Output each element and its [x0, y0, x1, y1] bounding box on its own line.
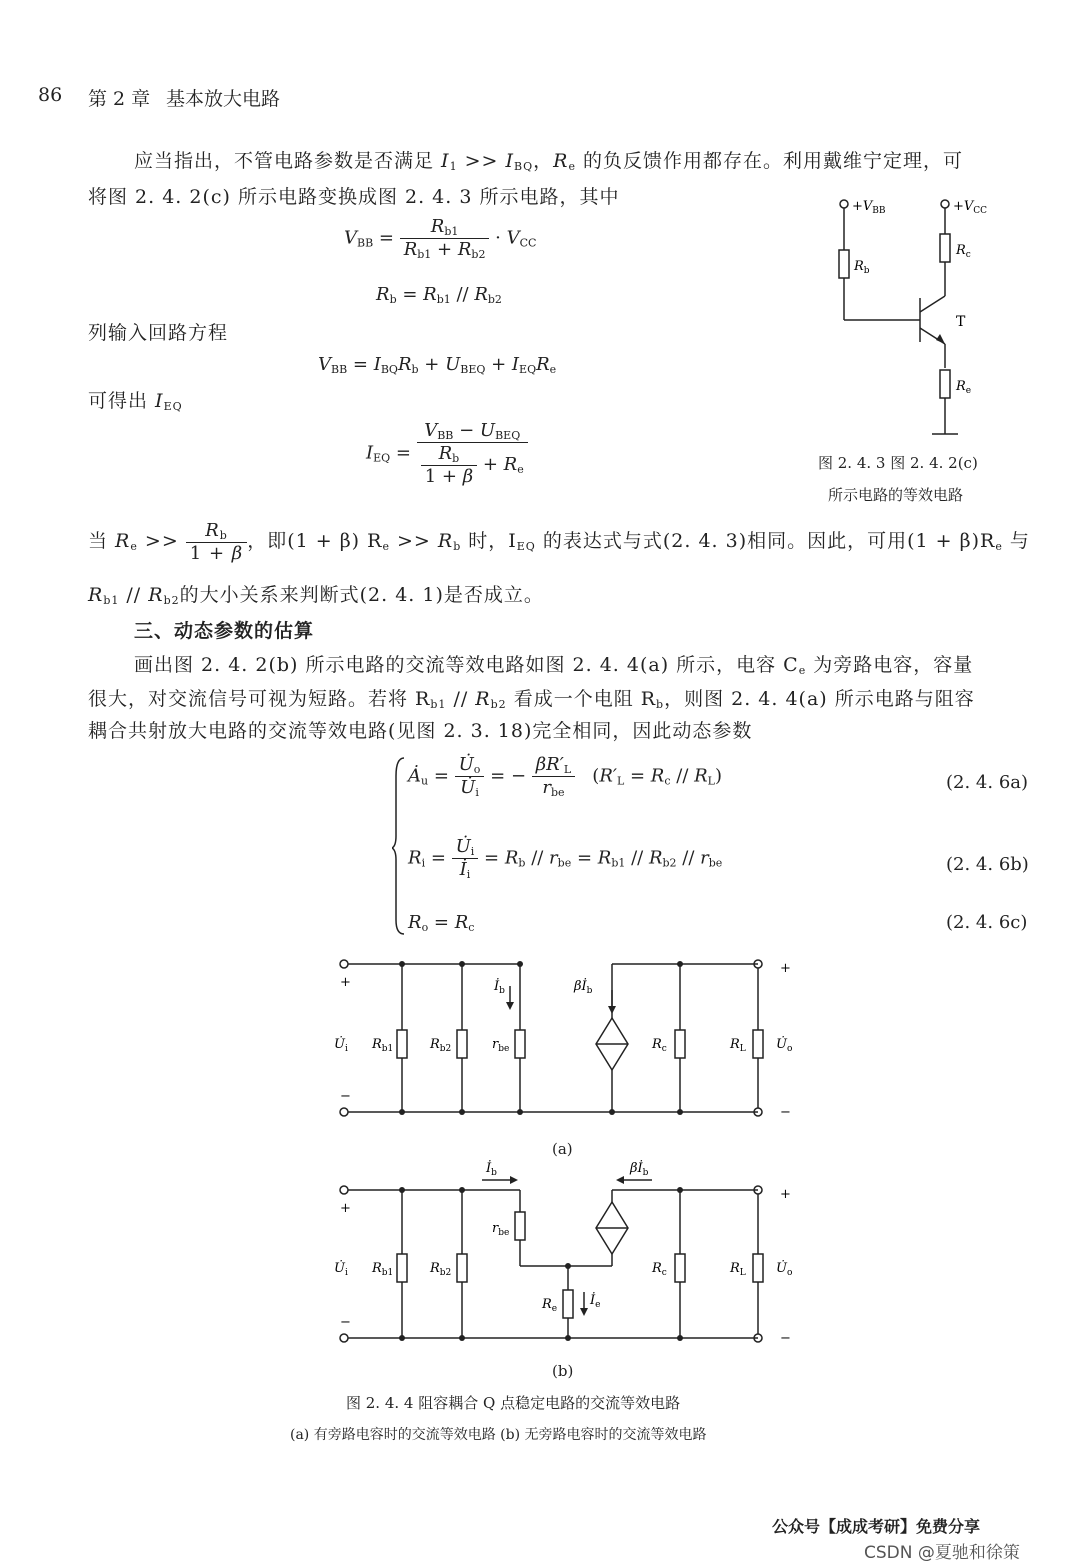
equation-number-6b: (2. 4. 6b) — [946, 854, 1029, 875]
paragraph-1-line-2: 将图 2. 4. 2(c) 所示电路变换成图 2. 4. 3 所示电路，其中 — [88, 186, 620, 208]
transistor-label: T — [956, 314, 966, 330]
label-derive-ieq: 可得出 $I_{EQ}$ — [88, 390, 183, 413]
svg-text:−: − — [340, 1315, 351, 1330]
svg-text:U̇o: $U̇_o$ — [776, 1037, 793, 1054]
svg-text:Rc: $R_c$ — [652, 1037, 667, 1054]
svg-text:Rc: $R_c$ — [652, 1261, 667, 1278]
svg-text:βİb: $\beta İ_b$ — [630, 1161, 649, 1178]
page-number: 86 — [38, 84, 63, 106]
formula-rb: $R_b = R_{b1} // R_{b2}$ — [376, 284, 502, 306]
svg-text:+: + — [340, 975, 351, 990]
svg-text:RL: $R_L$ — [730, 1261, 746, 1278]
figure-2-4-4-b-circuit — [330, 1150, 810, 1350]
formula-input-loop: $V_{BB} = I_{BQ}R_b + U_{BEQ} + I_{EQ}R_e$ — [318, 354, 557, 376]
footer-share-note: 公众号【成成考研】免费分享 — [772, 1517, 981, 1536]
figure-2-4-4-a-label: (a) — [552, 1140, 573, 1158]
chapter-title: 基本放大电路 — [166, 88, 281, 110]
equation-number-6a: (2. 4. 6a) — [946, 772, 1029, 793]
svg-text:Rb1: $R_{b1}$ — [372, 1037, 394, 1054]
figure-2-4-3-caption-line-1: 图 2. 4. 3 图 2. 4. 2(c) — [818, 454, 978, 472]
figure-2-4-4-a-circuit — [330, 950, 810, 1130]
svg-text:βİb: $\beta İ_b$ — [574, 979, 593, 996]
svg-text:Rb: $R_b$ — [854, 259, 870, 276]
svg-text:+VBB: $+V_{BB}$ — [852, 199, 886, 216]
figure-2-4-4-subcaption: (a) 有旁路电容时的交流等效电路 (b) 无旁路电容时的交流等效电路 — [290, 1427, 707, 1443]
svg-text:İb: $İ_b$ — [486, 1161, 497, 1178]
section-3-title: 三、动态参数的估算 — [134, 620, 315, 642]
equation-ri: $R_i$ = $\frac{U̇_i}{İ_i}$ = $R_b // r_{be} = R_{b1} // R_{b2} // r_{be}$ — [408, 836, 723, 881]
svg-text:Re: $R_e$ — [956, 379, 972, 396]
svg-text:RL: $R_L$ — [730, 1037, 746, 1054]
formula-vbb: $V_{BB}$ = $\frac{R_{b1}}{R_{b1} + R_{b2}}$ · $V_{CC}$ — [344, 216, 537, 261]
svg-text:Rb1: $R_{b1}$ — [372, 1261, 394, 1278]
svg-text:İe: $İ_e$ — [590, 1293, 601, 1310]
svg-text:U̇i: $U̇_i$ — [334, 1037, 348, 1054]
rb-relation-line: $R_{b1} // R_{b2}$的大小关系来判断式(2. 4. 1)是否成立。 — [88, 584, 544, 607]
svg-text:Re: $R_e$ — [542, 1297, 558, 1314]
svg-text:+VCC: $+V_{CC}$ — [953, 199, 988, 216]
formula-ieq: $I_{EQ}$ = $V_{BB} - U_{BEQ}$ $\frac{R_b}{1 + \beta}$ + $R_e$ — [366, 420, 528, 487]
label-input-loop: 列输入回路方程 — [88, 322, 229, 344]
svg-text:rbe: $r_{be}$ — [492, 1037, 510, 1054]
svg-text:rbe: $r_{be}$ — [492, 1221, 510, 1238]
svg-text:İb: $İ_b$ — [494, 979, 505, 996]
section-3-line-2: 很大，对交流信号可视为短路。若将 $R_{b1} // R_{b2}$ 看成一个电阻 $R_b$，则图 2. 4. 4(a) 所示电路与阻容 — [88, 688, 975, 711]
svg-text:Rb2: $R_{b2}$ — [430, 1037, 452, 1054]
equation-au: $Ȧ_u$ = $\frac{U̇_o}{U̇_i}$ = − $\frac{\beta R'_L}{r_{be}}$ $(R'_L = R_c // R_L)$ — [408, 754, 723, 799]
svg-text:−: − — [780, 1105, 791, 1120]
figure-2-4-4-b-label: (b) — [552, 1362, 574, 1380]
section-3-line-1: 画出图 2. 4. 2(b) 所示电路的交流等效电路如图 2. 4. 4(a) 所示，电容 $C_e$ 为旁路电容，容量 — [134, 654, 974, 677]
svg-text:U̇o: $U̇_o$ — [776, 1261, 793, 1278]
equation-ro: $R_o = R_c$ — [408, 912, 475, 934]
figure-2-4-3-circuit — [820, 190, 1010, 450]
svg-text:+: + — [340, 1201, 351, 1216]
csdn-watermark: CSDN @夏驰和徐策 — [864, 1543, 1020, 1563]
equation-number-6c: (2. 4. 6c) — [946, 912, 1028, 933]
section-3-line-3: 耦合共射放大电路的交流等效电路(见图 2. 3. 18)完全相同，因此动态参数 — [88, 720, 753, 742]
svg-text:Rb2: $R_{b2}$ — [430, 1261, 452, 1278]
figure-2-4-3-caption-line-2: 所示电路的等效电路 — [828, 486, 964, 504]
condition-line: 当 $R_e$ >> $\frac{R_b}{1 + \beta}$ ，即(1 + β) $R_e >> R_b$ 时，$I_{EQ}$ 的表达式与式(2. 4. 3)相同。因此，可用$(1 + \beta)R_e$ 与 — [88, 520, 1030, 564]
svg-text:Rc: $R_c$ — [956, 243, 971, 260]
svg-text:+: + — [780, 1187, 791, 1202]
svg-text:+: + — [780, 961, 791, 976]
paragraph-1-line-1: 应当指出，不管电路参数是否满足 $I_1 >> I_{BQ}$，$R_e$ 的负反馈作用都存在。利用戴维宁定理，可 — [134, 150, 963, 173]
svg-text:U̇i: $U̇_i$ — [334, 1261, 348, 1278]
chapter-number: 第 2 章 — [88, 88, 151, 110]
svg-text:−: − — [780, 1331, 791, 1346]
figure-2-4-4-caption: 图 2. 4. 4 阻容耦合 Q 点稳定电路的交流等效电路 — [346, 1394, 681, 1412]
svg-text:−: − — [340, 1089, 351, 1104]
